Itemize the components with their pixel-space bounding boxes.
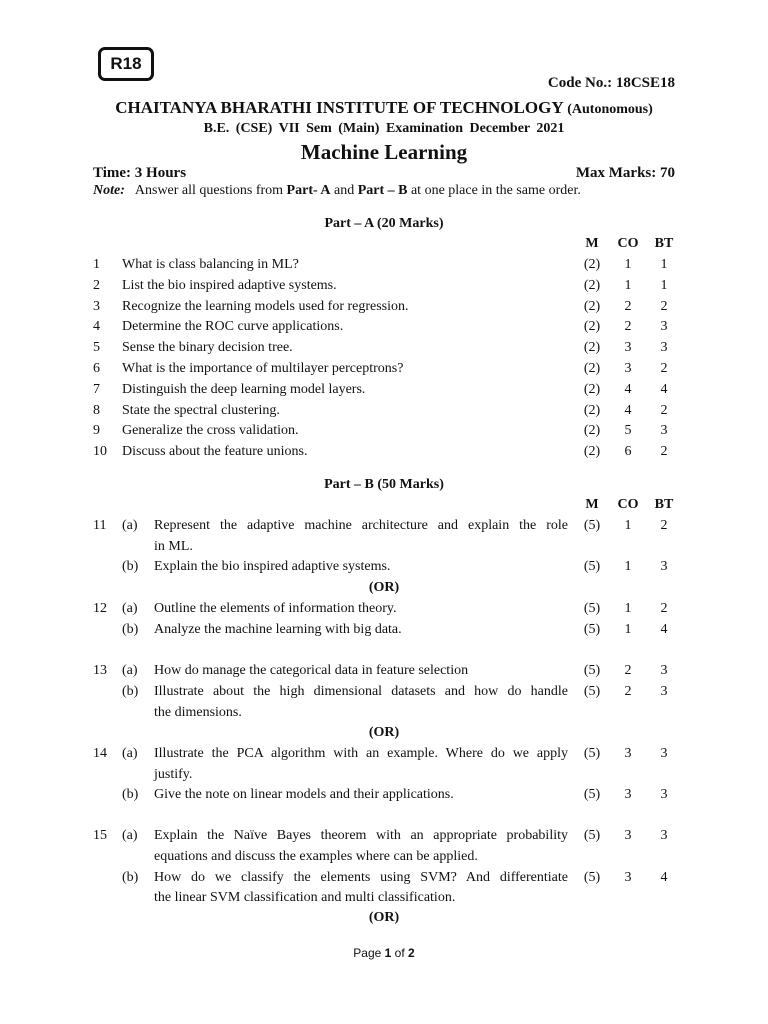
page-word: Page (353, 946, 385, 960)
marks-value: (2) (583, 298, 601, 314)
marks-value: (2) (583, 444, 601, 460)
question-number: 14 (93, 746, 107, 761)
note-text-and: and (330, 183, 358, 198)
bt-value: 3 (660, 787, 668, 802)
col-header-bt-b: BT (654, 497, 674, 512)
note-line (93, 183, 581, 199)
col-header-bt: BT (654, 236, 674, 251)
question-number: 13 (93, 663, 107, 678)
institute-title: CHAITANYA BHARATHI INSTITUTE OF TECHNOLOGY (115, 98, 563, 117)
co-value: 4 (624, 402, 632, 418)
co-value: 3 (624, 828, 632, 843)
bt-value: 3 (660, 828, 668, 843)
question-text-cont: justify. (154, 767, 193, 782)
marks-value: (5) (583, 601, 601, 616)
co-value: 2 (624, 663, 632, 678)
co-value: 1 (624, 257, 632, 272)
question-text: Discuss about the feature unions. (122, 444, 308, 460)
co-value: 1 (624, 622, 632, 637)
co-value: 3 (624, 340, 632, 356)
page-indicator (0, 946, 768, 960)
question-text: Sense the binary decision tree. (122, 340, 293, 356)
co-value: 2 (624, 298, 632, 314)
of-word: of (391, 946, 409, 960)
question-number: 7 (93, 381, 100, 397)
or-separator: (OR) (368, 910, 400, 925)
bt-value: 3 (660, 340, 668, 356)
bt-value: 2 (660, 444, 668, 460)
co-value: 2 (624, 684, 632, 699)
bt-value: 4 (660, 870, 668, 885)
subpart-label: (b) (122, 622, 139, 637)
code-number: Code No.: 18CSE18 (547, 75, 675, 91)
question-text-cont: equations and discuss the examples where can be applied. (154, 849, 478, 864)
note-part-b: Part – B (357, 183, 408, 198)
co-value: 1 (624, 559, 632, 574)
question-text: Give the note on linear models and their applications. (154, 787, 454, 802)
subpart-label: (a) (122, 663, 138, 678)
subpart-label: (a) (122, 746, 138, 761)
marks-value: (5) (583, 787, 601, 802)
note-part-a: Part- A (286, 183, 331, 198)
question-text: Recognize the learning models used for regression. (122, 298, 409, 314)
bt-value: 2 (660, 361, 668, 376)
marks-value: (2) (583, 340, 601, 356)
subpart-label: (b) (122, 870, 139, 885)
marks-value: (2) (583, 381, 601, 397)
page-number: 1 (384, 946, 392, 960)
bt-value: 3 (660, 684, 668, 699)
bt-value: 3 (660, 423, 668, 439)
marks-value: (5) (583, 870, 601, 885)
bt-value: 2 (660, 402, 668, 418)
co-value: 4 (624, 381, 632, 397)
co-value: 1 (624, 518, 632, 533)
note-label: Note: (93, 183, 125, 198)
bt-value: 3 (660, 319, 668, 335)
bt-value: 4 (660, 381, 668, 397)
marks-value: (2) (583, 402, 601, 418)
bt-value: 1 (660, 257, 668, 272)
marks-value: (5) (583, 622, 601, 637)
subpart-label: (b) (122, 787, 139, 802)
co-value: 3 (624, 787, 632, 802)
question-text: Illustrate the PCA algorithm with an example. Where do we apply (154, 746, 568, 761)
question-text: Determine the ROC curve applications. (122, 319, 344, 335)
question-number: 1 (93, 257, 100, 272)
bt-value: 2 (660, 298, 668, 314)
note-text-pre: Answer all questions from (134, 183, 287, 198)
subject-title: Machine Learning (300, 140, 468, 164)
marks-value: (2) (583, 257, 601, 272)
bt-value: 2 (660, 601, 668, 616)
part-b-title: Part – B (50 Marks) (324, 477, 444, 492)
co-value: 3 (624, 361, 632, 376)
question-text: How do we classify the elements using SVM? And differentiate (154, 870, 568, 885)
question-text: Analyze the machine learning with big data. (154, 622, 402, 637)
bt-value: 1 (660, 277, 668, 293)
question-text-cont: the linear SVM classification and multi classification. (154, 890, 456, 905)
marks-value: (5) (583, 828, 601, 843)
question-text: State the spectral clustering. (122, 402, 280, 418)
question-number: 15 (93, 828, 107, 843)
col-header-co: CO (617, 236, 639, 251)
bt-value: 3 (660, 559, 668, 574)
subpart-label: (a) (122, 601, 138, 616)
co-value: 1 (624, 277, 632, 293)
marks-value: (5) (583, 518, 601, 533)
bt-value: 3 (660, 663, 668, 678)
col-header-co-b: CO (617, 497, 639, 512)
co-value: 3 (624, 746, 632, 761)
page-total: 2 (408, 946, 415, 960)
time-label: Time: 3 Hours (93, 165, 187, 181)
marks-value: (2) (583, 423, 601, 439)
question-number: 6 (93, 361, 100, 376)
exam-title: B.E. (CSE) VII Sem (Main) Examination December 2021 (203, 121, 565, 136)
question-text: What is the importance of multilayer perceptrons? (122, 361, 404, 376)
question-text: Represent the adaptive machine architecture and explain the role (154, 518, 568, 533)
question-number: 10 (93, 444, 107, 460)
subpart-label: (a) (122, 828, 138, 843)
question-text: Explain the Naïve Bayes theorem with an appropriate probability (154, 828, 568, 843)
part-a-title: Part – A (20 Marks) (324, 216, 444, 231)
question-number: 8 (93, 402, 100, 418)
co-value: 3 (624, 870, 632, 885)
regulation-badge: R18 (98, 47, 154, 81)
marks-value: (2) (583, 361, 601, 376)
marks-value: (2) (583, 277, 601, 293)
question-number: 12 (93, 601, 107, 616)
marks-value: (5) (583, 559, 601, 574)
institute-name (0, 98, 768, 118)
bt-value: 4 (660, 622, 668, 637)
marks-value: (5) (583, 663, 601, 678)
question-number: 2 (93, 277, 100, 293)
col-header-m-b: M (585, 497, 599, 512)
question-text: Distinguish the deep learning model layers. (122, 381, 366, 397)
co-value: 5 (624, 423, 632, 439)
question-text: Outline the elements of information theory. (154, 601, 397, 616)
question-text: What is class balancing in ML? (122, 257, 299, 272)
question-text: Generalize the cross validation. (122, 423, 299, 439)
co-value: 1 (624, 601, 632, 616)
subpart-label: (b) (122, 684, 139, 699)
question-text-cont: the dimensions. (154, 705, 242, 720)
subpart-label: (a) (122, 518, 138, 533)
question-text: Explain the bio inspired adaptive systems. (154, 559, 391, 574)
or-separator: (OR) (368, 725, 400, 740)
question-text: Illustrate about the high dimensional datasets and how do handle (154, 684, 568, 699)
max-marks-label: Max Marks: 70 (575, 165, 675, 181)
bt-value: 3 (660, 746, 668, 761)
bt-value: 2 (660, 518, 668, 533)
question-number: 3 (93, 298, 100, 314)
marks-value: (5) (583, 746, 601, 761)
marks-value: (5) (583, 684, 601, 699)
or-separator: (OR) (368, 580, 400, 595)
question-number: 9 (93, 423, 100, 439)
autonomous-label: (Autonomous) (567, 102, 653, 117)
col-header-m: M (585, 236, 599, 251)
question-number: 5 (93, 340, 100, 356)
question-text-cont: in ML. (154, 539, 193, 554)
question-number: 4 (93, 319, 100, 335)
question-number: 11 (93, 518, 107, 533)
co-value: 2 (624, 319, 632, 335)
note-text-post: at one place in the same order. (407, 183, 581, 198)
question-text: How do manage the categorical data in feature selection (154, 663, 469, 678)
question-text: List the bio inspired adaptive systems. (122, 277, 337, 293)
marks-value: (2) (583, 319, 601, 335)
co-value: 6 (624, 444, 632, 460)
subpart-label: (b) (122, 559, 139, 574)
